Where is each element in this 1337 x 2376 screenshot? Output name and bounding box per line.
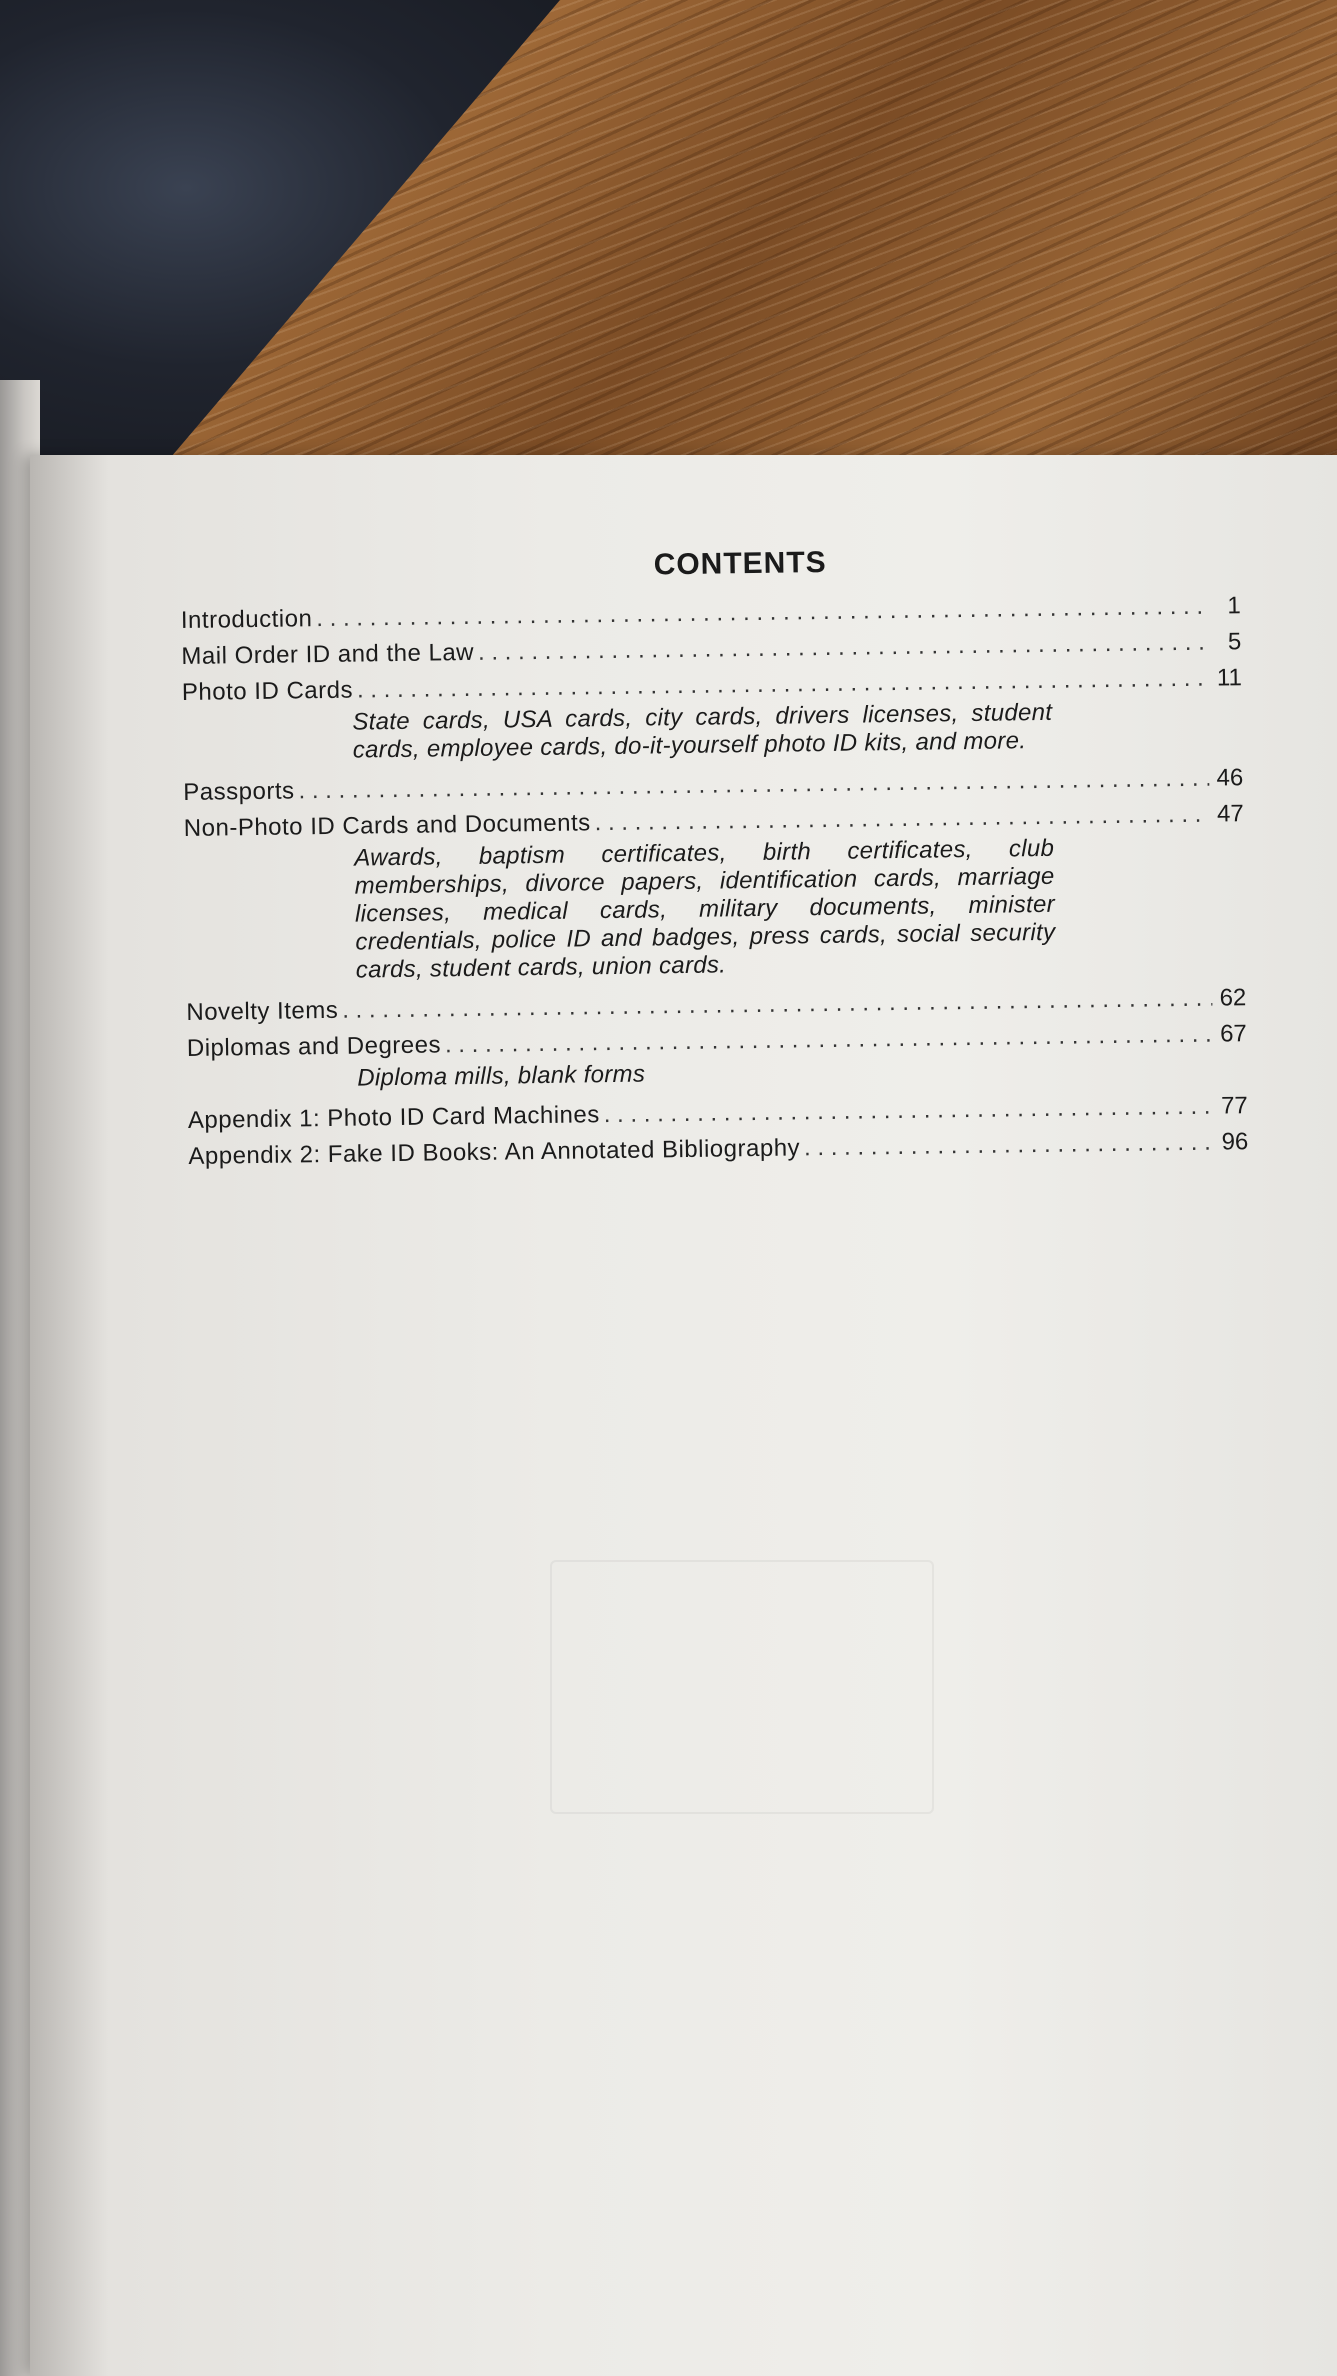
toc-entry-label: Novelty Items <box>186 996 339 1026</box>
toc-entry-description: Awards, baptism certificates, birth certificates, club memberships, divorce papers, identification cards, marriage licenses, medical cards, military documents, minister credentials, police ID and badges, press cards, social security cards, student cards, union cards. <box>354 834 1056 984</box>
contents-section <box>180 540 1269 1175</box>
toc-entry-label: Photo ID Cards <box>181 676 354 706</box>
toc-page-number: 1 <box>1227 592 1241 620</box>
dot-leader <box>804 1125 1215 1167</box>
toc-page-number: 47 <box>1216 800 1244 828</box>
toc-entry-label: Passports <box>183 777 295 806</box>
toc-page-number: 67 <box>1219 1020 1247 1048</box>
toc-page-number: 96 <box>1221 1128 1249 1156</box>
show-through-box <box>550 1560 934 1814</box>
toc-entry-label: Appendix 1: Photo ID Card Machines <box>187 1101 600 1134</box>
toc-entry-description: State cards, USA cards, city cards, drivers licenses, student cards, employee cards, do-it-yourself photo ID kits, and more. <box>352 698 1053 764</box>
toc-entry-label: Diplomas and Degrees <box>186 1031 442 1062</box>
toc-page-number: 62 <box>1219 984 1247 1012</box>
toc-page-number: 11 <box>1216 664 1243 692</box>
page-title: CONTENTS <box>653 545 827 582</box>
toc-entry-photo-id-cards <box>182 660 1263 767</box>
toc-entry-label: Mail Order ID and the Law <box>181 638 475 670</box>
book-page <box>30 455 1337 2376</box>
toc-entry-label: Appendix 2: Fake ID Books: An Annotated Bibliography <box>188 1134 801 1170</box>
toc-entry-non-photo-id <box>184 796 1266 987</box>
toc-entry-diplomas <box>187 1016 1268 1095</box>
toc-entry-label: Introduction <box>180 605 313 634</box>
toc-page-number: 77 <box>1220 1092 1248 1120</box>
dot-leader <box>594 797 1210 842</box>
toc-page-number: 5 <box>1227 628 1242 656</box>
toc-entry-description: Diploma mills, blank forms <box>357 1060 646 1092</box>
toc-page-number: 46 <box>1216 764 1244 792</box>
toc-entry-label: Non-Photo ID Cards and Documents <box>183 809 591 842</box>
